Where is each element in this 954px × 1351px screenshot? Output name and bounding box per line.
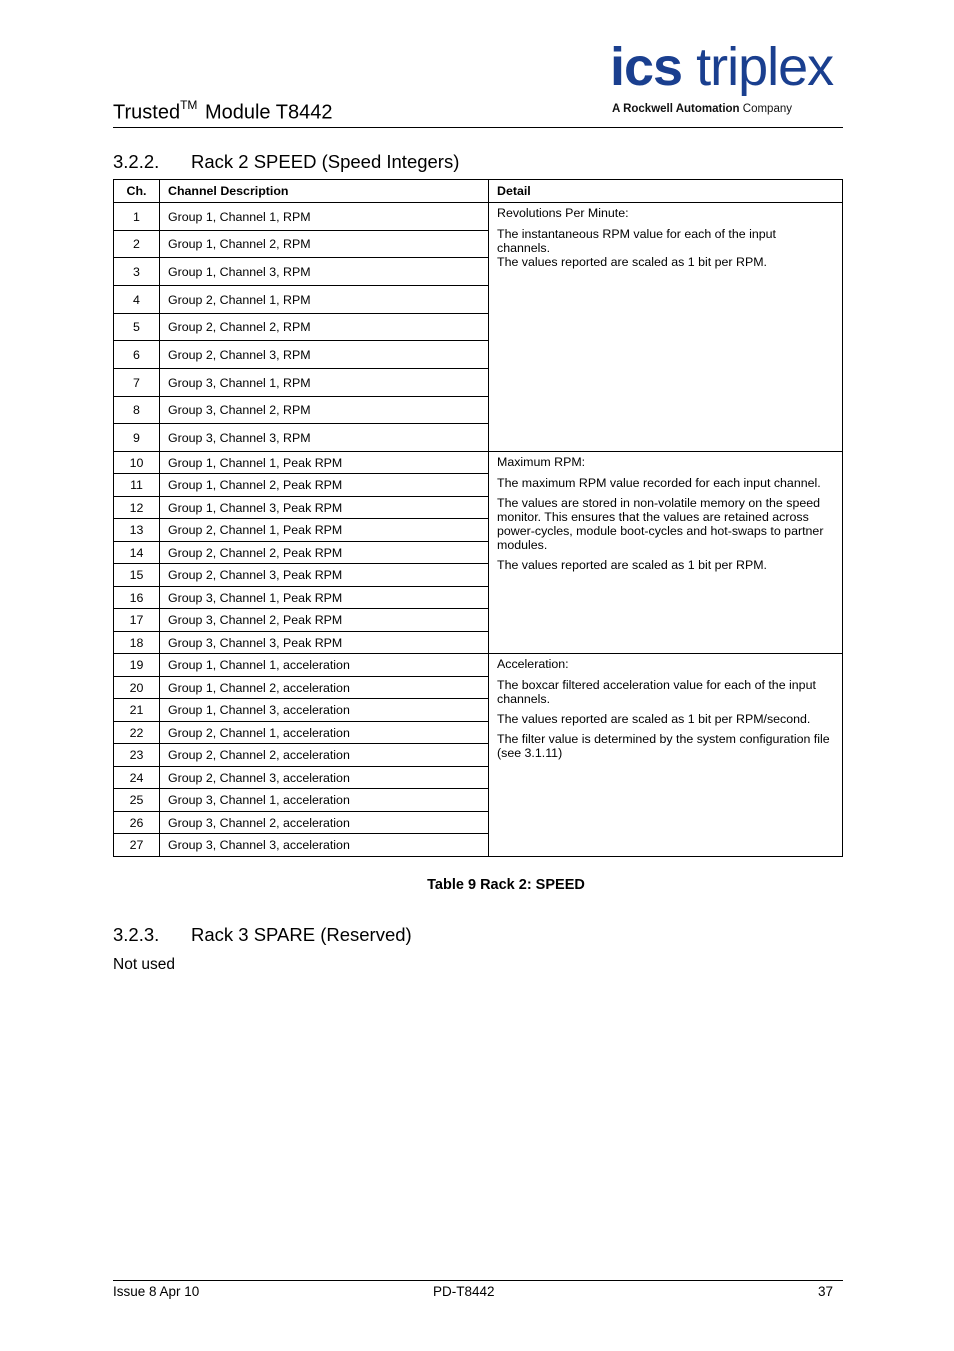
channel-description: Group 3, Channel 3, acceleration — [160, 834, 489, 857]
channel-description: Group 1, Channel 2, Peak RPM — [160, 474, 489, 497]
channel-description: Group 2, Channel 3, RPM — [160, 341, 489, 369]
channel-description: Group 2, Channel 1, RPM — [160, 286, 489, 314]
channel-number: 15 — [114, 564, 160, 587]
channel-description: Group 3, Channel 3, RPM — [160, 424, 489, 452]
col-header-detail: Detail — [489, 180, 843, 203]
channel-description: Group 2, Channel 2, Peak RPM — [160, 542, 489, 564]
channel-number: 18 — [114, 632, 160, 654]
channel-number: 21 — [114, 699, 160, 722]
detail-paragraph: The values reported are scaled as 1 bit per RPM. — [497, 558, 767, 572]
channel-description: Group 3, Channel 2, Peak RPM — [160, 609, 489, 632]
detail-paragraph: Revolutions Per Minute: — [497, 206, 629, 220]
footer-doc-id: PD-T8442 — [433, 1284, 495, 1299]
footer-divider — [113, 1280, 843, 1281]
channel-number: 14 — [114, 542, 160, 564]
channel-description: Group 3, Channel 3, Peak RPM — [160, 632, 489, 654]
table-row — [114, 452, 843, 474]
document-title: Trusted™ Module T8442 — [113, 98, 333, 124]
body-text: Not used — [113, 956, 176, 973]
detail-paragraph: The values are stored in non-volatile memory on the speed monitor. This ensures that the values are retained across power-cycles, module boot-cycles and hot-swaps to partner modules. — [497, 496, 824, 552]
detail-paragraph: The values reported are scaled as 1 bit per RPM/second. — [497, 712, 811, 726]
detail-paragraph: The maximum RPM value recorded for each input channel. — [497, 476, 821, 490]
channel-description: Group 1, Channel 1, acceleration — [160, 654, 489, 677]
channel-number: 16 — [114, 587, 160, 609]
channel-description: Group 3, Channel 2, RPM — [160, 397, 489, 424]
channel-number: 11 — [114, 474, 160, 497]
channel-number: 24 — [114, 767, 160, 789]
footer-issue: Issue 8 Apr 10 — [113, 1284, 200, 1299]
channel-description: Group 1, Channel 2, RPM — [160, 231, 489, 258]
channel-description: Group 1, Channel 2, acceleration — [160, 677, 489, 699]
channel-number: 22 — [114, 722, 160, 744]
table-header-row — [114, 180, 843, 203]
detail-cell — [489, 203, 843, 452]
channel-number: 8 — [114, 397, 160, 424]
detail-paragraph: The instantaneous RPM value for each of the input channels. The values reported are scaled as 1 bit per RPM. — [497, 227, 776, 269]
channel-description: Group 1, Channel 3, RPM — [160, 258, 489, 286]
channel-description: Group 1, Channel 3, acceleration — [160, 699, 489, 722]
channel-number: 10 — [114, 452, 160, 474]
channel-number: 13 — [114, 519, 160, 542]
channel-description: Group 2, Channel 3, acceleration — [160, 767, 489, 789]
channel-description: Group 2, Channel 1, Peak RPM — [160, 519, 489, 542]
channel-description: Group 3, Channel 1, RPM — [160, 369, 489, 397]
header-divider — [113, 127, 843, 128]
detail-cell — [489, 654, 843, 857]
channel-description: Group 2, Channel 2, RPM — [160, 314, 489, 341]
channel-number: 2 — [114, 231, 160, 258]
speed-table — [113, 179, 843, 857]
channel-number: 3 — [114, 258, 160, 286]
detail-paragraph: Acceleration: — [497, 657, 569, 671]
channel-description: Group 2, Channel 1, acceleration — [160, 722, 489, 744]
table-caption: Table 9 Rack 2: SPEED — [427, 877, 585, 893]
channel-number: 20 — [114, 677, 160, 699]
col-header-ch: Ch. — [114, 180, 160, 203]
section-heading-rack3: 3.2.3. Rack 3 SPARE (Reserved) — [113, 924, 412, 945]
section-heading-rack2: 3.2.2. Rack 2 SPEED (Speed Integers) — [113, 151, 460, 172]
channel-number: 4 — [114, 286, 160, 314]
detail-cell — [489, 452, 843, 654]
footer-page-number: 37 — [818, 1284, 834, 1299]
channel-number: 19 — [114, 654, 160, 677]
channel-number: 27 — [114, 834, 160, 857]
ics-triplex-logo: ics triplex A Rockwell Automation Company — [610, 37, 834, 115]
detail-paragraph: Maximum RPM: — [497, 455, 586, 469]
detail-paragraph: The filter value is determined by the system configuration file (see 3.1.11) — [497, 732, 830, 760]
channel-number: 5 — [114, 314, 160, 341]
col-header-description: Channel Description — [160, 180, 489, 203]
channel-description: Group 3, Channel 1, Peak RPM — [160, 587, 489, 609]
table-row — [114, 654, 843, 677]
channel-description: Group 1, Channel 1, RPM — [160, 203, 489, 231]
channel-number: 17 — [114, 609, 160, 632]
channel-number: 1 — [114, 203, 160, 231]
channel-number: 26 — [114, 812, 160, 834]
channel-number: 7 — [114, 369, 160, 397]
channel-description: Group 3, Channel 1, acceleration — [160, 789, 489, 812]
channel-description: Group 2, Channel 3, Peak RPM — [160, 564, 489, 587]
channel-number: 9 — [114, 424, 160, 452]
channel-description: Group 1, Channel 1, Peak RPM — [160, 452, 489, 474]
channel-number: 12 — [114, 497, 160, 519]
channel-description: Group 1, Channel 3, Peak RPM — [160, 497, 489, 519]
channel-description: Group 2, Channel 2, acceleration — [160, 744, 489, 767]
channel-description: Group 3, Channel 2, acceleration — [160, 812, 489, 834]
channel-number: 25 — [114, 789, 160, 812]
table-row — [114, 203, 843, 231]
channel-number: 6 — [114, 341, 160, 369]
detail-paragraph: The boxcar filtered acceleration value for each of the input channels. — [497, 678, 816, 706]
channel-number: 23 — [114, 744, 160, 767]
